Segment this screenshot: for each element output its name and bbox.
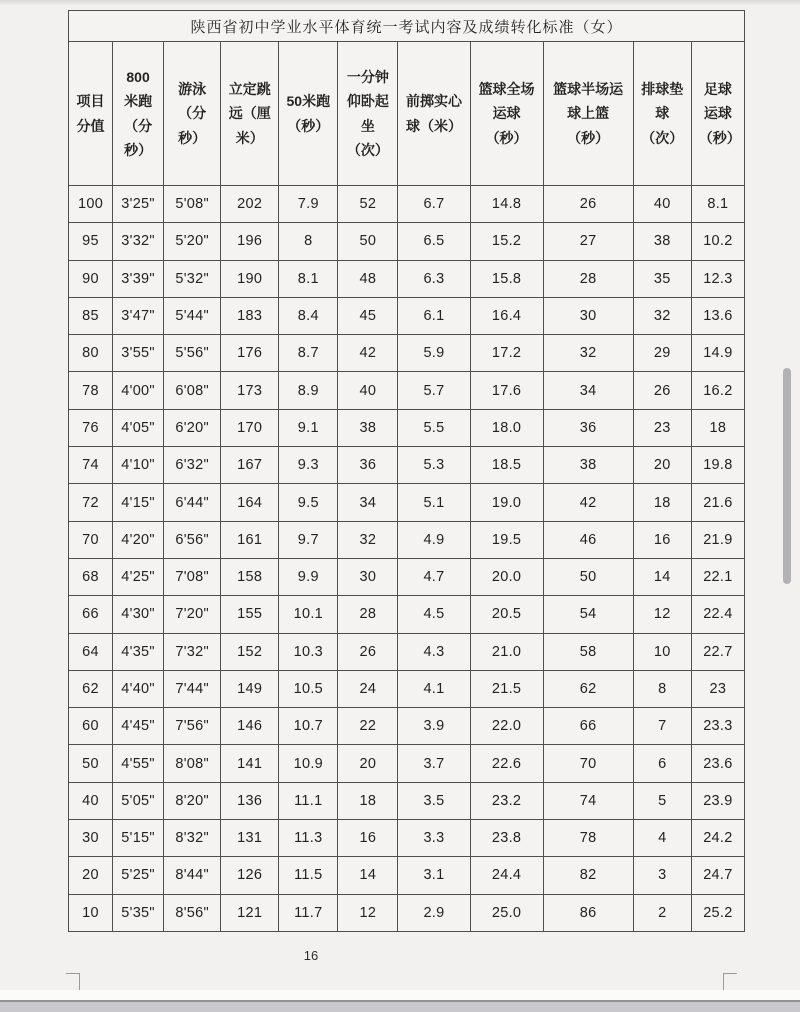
cell: 21.5 (470, 670, 543, 707)
cell: 15.2 (470, 223, 543, 260)
cell: 40 (69, 782, 113, 819)
cell: 20.5 (470, 596, 543, 633)
cell: 25.2 (691, 894, 744, 931)
cell: 80 (69, 335, 113, 372)
cell: 90 (69, 260, 113, 297)
cell: 50 (338, 223, 398, 260)
cell: 6'56" (164, 521, 221, 558)
cell: 10 (633, 633, 691, 670)
cell: 26 (543, 186, 633, 223)
cell: 8.4 (279, 297, 338, 334)
cell: 6.5 (398, 223, 470, 260)
cell: 36 (338, 447, 398, 484)
page-top-edge (0, 0, 800, 6)
cell: 5'35" (113, 894, 164, 931)
cell: 4.3 (398, 633, 470, 670)
cell: 149 (221, 670, 279, 707)
table-row (69, 335, 745, 372)
cell: 14.8 (470, 186, 543, 223)
cell: 4'10" (113, 447, 164, 484)
cell: 19.0 (470, 484, 543, 521)
column-header-9: 排球垫球（次） (633, 42, 691, 186)
cell: 22.6 (470, 745, 543, 782)
cell: 38 (633, 223, 691, 260)
scrollbar-thumb[interactable] (783, 368, 791, 584)
cell: 5'05" (113, 782, 164, 819)
cell: 8 (633, 670, 691, 707)
page-bottom-edge (0, 1000, 800, 1012)
cell: 10.9 (279, 745, 338, 782)
cell: 158 (221, 558, 279, 595)
cell: 5'20" (164, 223, 221, 260)
cell: 22.4 (691, 596, 744, 633)
cell: 66 (69, 596, 113, 633)
cell: 121 (221, 894, 279, 931)
cell: 6'44" (164, 484, 221, 521)
cell: 23 (633, 409, 691, 446)
cell: 6'20" (164, 409, 221, 446)
cell: 3.1 (398, 857, 470, 894)
cell: 4.7 (398, 558, 470, 595)
cell: 5'44" (164, 297, 221, 334)
cell: 18.5 (470, 447, 543, 484)
column-header-1: 800米跑（分秒） (113, 42, 164, 186)
cell: 70 (69, 521, 113, 558)
cell: 11.3 (279, 820, 338, 857)
table-row (69, 521, 745, 558)
cell: 8 (279, 223, 338, 260)
cell: 23.6 (691, 745, 744, 782)
column-header-4: 50米跑（秒） (279, 42, 338, 186)
cell: 66 (543, 708, 633, 745)
cell: 4.5 (398, 596, 470, 633)
cell: 4'20" (113, 521, 164, 558)
cell: 5'15" (113, 820, 164, 857)
cell: 27 (543, 223, 633, 260)
table-row (69, 484, 745, 521)
cell: 8'56" (164, 894, 221, 931)
cell: 183 (221, 297, 279, 334)
cell: 86 (543, 894, 633, 931)
cell: 42 (543, 484, 633, 521)
cell: 3.7 (398, 745, 470, 782)
cell: 58 (543, 633, 633, 670)
column-header-3: 立定跳远（厘米） (221, 42, 279, 186)
cell: 3'25" (113, 186, 164, 223)
cell: 30 (543, 297, 633, 334)
cell: 8.9 (279, 372, 338, 409)
cell: 6.3 (398, 260, 470, 297)
cell: 4.9 (398, 521, 470, 558)
cell: 146 (221, 708, 279, 745)
cell: 22.1 (691, 558, 744, 595)
cell: 8'20" (164, 782, 221, 819)
cell: 8.1 (691, 186, 744, 223)
column-header-6: 前掷实心球（米） (398, 42, 470, 186)
cell: 5'08" (164, 186, 221, 223)
cell: 10.1 (279, 596, 338, 633)
cell: 126 (221, 857, 279, 894)
cell: 5.3 (398, 447, 470, 484)
cell: 164 (221, 484, 279, 521)
cell: 50 (543, 558, 633, 595)
table-row (69, 745, 745, 782)
cell: 3 (633, 857, 691, 894)
cell: 38 (543, 447, 633, 484)
cell: 21.0 (470, 633, 543, 670)
cell: 3.9 (398, 708, 470, 745)
cell: 20 (69, 857, 113, 894)
cell: 3.3 (398, 820, 470, 857)
cell: 34 (543, 372, 633, 409)
cell: 10.3 (279, 633, 338, 670)
cell: 9.7 (279, 521, 338, 558)
cell: 13.6 (691, 297, 744, 334)
cell: 176 (221, 335, 279, 372)
cell: 5.5 (398, 409, 470, 446)
table-row (69, 409, 745, 446)
table-row (69, 596, 745, 633)
cell: 42 (338, 335, 398, 372)
cell: 74 (69, 447, 113, 484)
cell: 28 (338, 596, 398, 633)
cell: 10.2 (691, 223, 744, 260)
cell: 29 (633, 335, 691, 372)
cell: 14 (633, 558, 691, 595)
cell: 76 (69, 409, 113, 446)
cell: 2 (633, 894, 691, 931)
cell: 6.1 (398, 297, 470, 334)
cell: 74 (543, 782, 633, 819)
cell: 7 (633, 708, 691, 745)
cell: 60 (69, 708, 113, 745)
cell: 2.9 (398, 894, 470, 931)
table-row (69, 820, 745, 857)
cell: 4'55" (113, 745, 164, 782)
cell: 12 (338, 894, 398, 931)
cell: 36 (543, 409, 633, 446)
cell: 7.9 (279, 186, 338, 223)
cell: 5.9 (398, 335, 470, 372)
cell: 4'35" (113, 633, 164, 670)
cell: 85 (69, 297, 113, 334)
cell: 190 (221, 260, 279, 297)
cell: 23.9 (691, 782, 744, 819)
cell: 40 (338, 372, 398, 409)
cell: 8.1 (279, 260, 338, 297)
cell: 18 (633, 484, 691, 521)
cell: 22.7 (691, 633, 744, 670)
cell: 3.5 (398, 782, 470, 819)
cell: 19.5 (470, 521, 543, 558)
cell: 100 (69, 186, 113, 223)
cell: 5 (633, 782, 691, 819)
cell: 12.3 (691, 260, 744, 297)
table-row (69, 782, 745, 819)
cell: 7'20" (164, 596, 221, 633)
table-row (69, 372, 745, 409)
cell: 16 (338, 820, 398, 857)
cell: 9.5 (279, 484, 338, 521)
cell: 5'56" (164, 335, 221, 372)
cell: 9.9 (279, 558, 338, 595)
cell: 35 (633, 260, 691, 297)
table-row (69, 447, 745, 484)
cell: 28 (543, 260, 633, 297)
cell: 20 (633, 447, 691, 484)
table-row (69, 558, 745, 595)
column-header-2: 游泳（分秒） (164, 42, 221, 186)
cell: 12 (633, 596, 691, 633)
cell: 16 (633, 521, 691, 558)
column-header-10: 足球运球（秒） (691, 42, 744, 186)
cell: 95 (69, 223, 113, 260)
cell: 14 (338, 857, 398, 894)
page-number: 16 (303, 948, 319, 963)
table-row (69, 894, 745, 931)
cell: 78 (543, 820, 633, 857)
table-title: 陕西省初中学业水平体育统一考试内容及成绩转化标准（女） (69, 11, 745, 42)
cell: 62 (543, 670, 633, 707)
cell: 3'55" (113, 335, 164, 372)
cell: 152 (221, 633, 279, 670)
cell: 10 (69, 894, 113, 931)
cell: 54 (543, 596, 633, 633)
cell: 5'25" (113, 857, 164, 894)
cell: 70 (543, 745, 633, 782)
cell: 8'32" (164, 820, 221, 857)
cell: 196 (221, 223, 279, 260)
cell: 78 (69, 372, 113, 409)
cell: 21.6 (691, 484, 744, 521)
column-header-8: 篮球半场运球上篮（秒） (543, 42, 633, 186)
cell: 68 (69, 558, 113, 595)
cell: 7'32" (164, 633, 221, 670)
cell: 32 (633, 297, 691, 334)
cell: 6'08" (164, 372, 221, 409)
cell: 50 (69, 745, 113, 782)
cell: 3'39" (113, 260, 164, 297)
cell: 45 (338, 297, 398, 334)
cell: 4.1 (398, 670, 470, 707)
cell: 4'25" (113, 558, 164, 595)
cell: 3'32" (113, 223, 164, 260)
cell: 8'08" (164, 745, 221, 782)
cell: 20 (338, 745, 398, 782)
cell: 16.4 (470, 297, 543, 334)
cell: 24.2 (691, 820, 744, 857)
cell: 7'56" (164, 708, 221, 745)
table-row (69, 186, 745, 223)
cell: 52 (338, 186, 398, 223)
cell: 26 (338, 633, 398, 670)
column-header-5: 一分钟仰卧起坐（次） (338, 42, 398, 186)
cell: 24.4 (470, 857, 543, 894)
table-row (69, 633, 745, 670)
cell: 82 (543, 857, 633, 894)
cell: 17.2 (470, 335, 543, 372)
cell: 22.0 (470, 708, 543, 745)
cell: 3'47" (113, 297, 164, 334)
cell: 11.5 (279, 857, 338, 894)
score-conversion-table (68, 10, 745, 932)
cell: 7'44" (164, 670, 221, 707)
cell: 5'32" (164, 260, 221, 297)
table-row (69, 670, 745, 707)
cell: 24.7 (691, 857, 744, 894)
cell: 4'05" (113, 409, 164, 446)
cell: 11.1 (279, 782, 338, 819)
cell: 23.8 (470, 820, 543, 857)
cell: 10.5 (279, 670, 338, 707)
cell: 167 (221, 447, 279, 484)
cell: 9.1 (279, 409, 338, 446)
column-header-7: 篮球全场运球（秒） (470, 42, 543, 186)
column-header-0: 项目分值 (69, 42, 113, 186)
cell: 24 (338, 670, 398, 707)
cell: 18.0 (470, 409, 543, 446)
cell: 10.7 (279, 708, 338, 745)
cell: 173 (221, 372, 279, 409)
cell: 14.9 (691, 335, 744, 372)
cell: 15.8 (470, 260, 543, 297)
cell: 64 (69, 633, 113, 670)
cell: 7'08" (164, 558, 221, 595)
cell: 30 (338, 558, 398, 595)
table-row (69, 708, 745, 745)
cell: 34 (338, 484, 398, 521)
cell: 155 (221, 596, 279, 633)
cell: 38 (338, 409, 398, 446)
cell: 26 (633, 372, 691, 409)
cell: 9.3 (279, 447, 338, 484)
table-row (69, 223, 745, 260)
cell: 136 (221, 782, 279, 819)
cell: 4'15" (113, 484, 164, 521)
cell: 5.1 (398, 484, 470, 521)
cell: 6'32" (164, 447, 221, 484)
cell: 16.2 (691, 372, 744, 409)
cell: 22 (338, 708, 398, 745)
cell: 11.7 (279, 894, 338, 931)
cell: 23.3 (691, 708, 744, 745)
cell: 48 (338, 260, 398, 297)
cell: 8.7 (279, 335, 338, 372)
cell: 32 (338, 521, 398, 558)
cell: 46 (543, 521, 633, 558)
cell: 4'30" (113, 596, 164, 633)
cell: 25.0 (470, 894, 543, 931)
table-row (69, 857, 745, 894)
cell: 19.8 (691, 447, 744, 484)
cell: 4'40" (113, 670, 164, 707)
cell: 18 (338, 782, 398, 819)
cell: 4'45" (113, 708, 164, 745)
table-row (69, 297, 745, 334)
table-row (69, 260, 745, 297)
cell: 20.0 (470, 558, 543, 595)
table-body (69, 186, 745, 932)
cell: 6.7 (398, 186, 470, 223)
cell: 23.2 (470, 782, 543, 819)
cell: 18 (691, 409, 744, 446)
cell: 21.9 (691, 521, 744, 558)
cell: 141 (221, 745, 279, 782)
title-row (69, 11, 745, 42)
cell: 62 (69, 670, 113, 707)
cell: 72 (69, 484, 113, 521)
cell: 5.7 (398, 372, 470, 409)
cell: 6 (633, 745, 691, 782)
cell: 8'44" (164, 857, 221, 894)
cell: 4 (633, 820, 691, 857)
cell: 202 (221, 186, 279, 223)
cell: 30 (69, 820, 113, 857)
cell: 23 (691, 670, 744, 707)
cell: 4'00" (113, 372, 164, 409)
cell: 131 (221, 820, 279, 857)
cell: 40 (633, 186, 691, 223)
cell: 170 (221, 409, 279, 446)
header-row (69, 42, 745, 186)
cell: 32 (543, 335, 633, 372)
cell: 17.6 (470, 372, 543, 409)
cell: 161 (221, 521, 279, 558)
